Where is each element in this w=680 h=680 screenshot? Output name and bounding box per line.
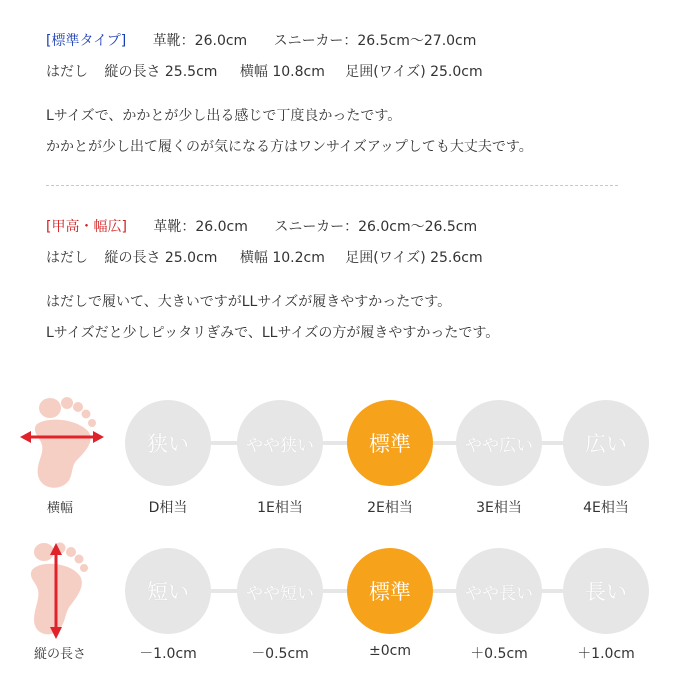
section-divider [46, 185, 618, 186]
length-level-3-label: 標準 [369, 580, 411, 604]
foot-width-icon [14, 395, 110, 495]
length-level-3-active [347, 548, 433, 634]
length-sublabel-4: ＋0.5cm [470, 646, 528, 662]
foot-length-icon [20, 540, 104, 640]
width-level-3-active [347, 400, 433, 486]
length-level-1 [125, 548, 211, 634]
section1-leather: 革靴：26.0cm [152, 33, 248, 49]
section2-sneaker: スニーカー：26.0cm～26.5cm [274, 219, 478, 235]
width-level-2 [237, 400, 323, 486]
section1-girth: 足囲(ワイズ) 25.0cm [345, 64, 483, 80]
width-level-1-label: 狭い [147, 432, 189, 456]
length-sublabel-5: ＋1.0cm [577, 646, 635, 662]
section2-comment-1: はだしで履いて、大きいですがLLサイズが履きやすかったです。 [46, 294, 452, 310]
width-level-5-label: 広い [585, 432, 627, 456]
length-level-5 [563, 548, 649, 634]
section2-girth: 足囲(ワイズ) 25.6cm [345, 250, 483, 266]
section2-shoes-line [46, 217, 477, 237]
section1-tag: [標準タイプ] [46, 33, 127, 49]
length-sublabel-3: ±0cm [369, 643, 411, 659]
length-level-1-label: 短い [147, 580, 189, 604]
length-level-5-label: 長い [585, 580, 627, 604]
length-sublabel-1: －1.0cm [139, 646, 197, 662]
section2-barefoot: はだし [46, 250, 88, 266]
section1-length: 縦の長さ 25.5cm [104, 64, 218, 80]
section1-width: 横幅 10.8cm [239, 64, 325, 80]
section2-barefoot-line [46, 248, 483, 268]
section1-barefoot: はだし [46, 64, 88, 80]
width-scale-label: 横幅 [46, 501, 73, 516]
width-sublabel-1: D相当 [148, 500, 188, 516]
length-level-4-label: やや長い [465, 583, 533, 604]
width-level-2-label: やや狭い [246, 435, 314, 456]
width-level-3-label: 標準 [369, 432, 411, 456]
section1-sneaker: スニーカー：26.5cm～27.0cm [273, 33, 477, 49]
length-level-2 [237, 548, 323, 634]
width-sublabel-3: 2E相当 [367, 500, 413, 516]
width-sublabel-4: 3E相当 [476, 500, 522, 516]
section2-width: 横幅 10.2cm [239, 250, 325, 266]
width-sublabel-2: 1E相当 [257, 500, 303, 516]
width-level-5 [563, 400, 649, 486]
width-level-4-label: やや広い [465, 435, 533, 456]
width-sublabel-5: 4E相当 [583, 500, 629, 516]
section1-shoes-line [46, 31, 476, 51]
section1-comment-2: かかとが少し出て履くのが気になる方はワンサイズアップしても大丈夫です。 [46, 139, 533, 155]
section2-length: 縦の長さ 25.0cm [104, 250, 218, 266]
length-level-4 [456, 548, 542, 634]
section2-comment-2: Lサイズだと少しピッタリぎみで、LLサイズの方が履きやすかったです。 [46, 325, 500, 341]
length-sublabel-2: －0.5cm [251, 646, 309, 662]
width-level-4 [456, 400, 542, 486]
section1-barefoot-line [46, 62, 483, 82]
width-level-1 [125, 400, 211, 486]
length-level-2-label: やや短い [246, 583, 314, 604]
section1-comment-1: Lサイズで、かかとが少し出る感じで丁度良かったです。 [46, 108, 402, 124]
length-scale-label: 縦の長さ [33, 647, 86, 662]
section2-tag: [甲高・幅広] [46, 219, 127, 235]
section2-leather: 革靴：26.0cm [153, 219, 248, 235]
